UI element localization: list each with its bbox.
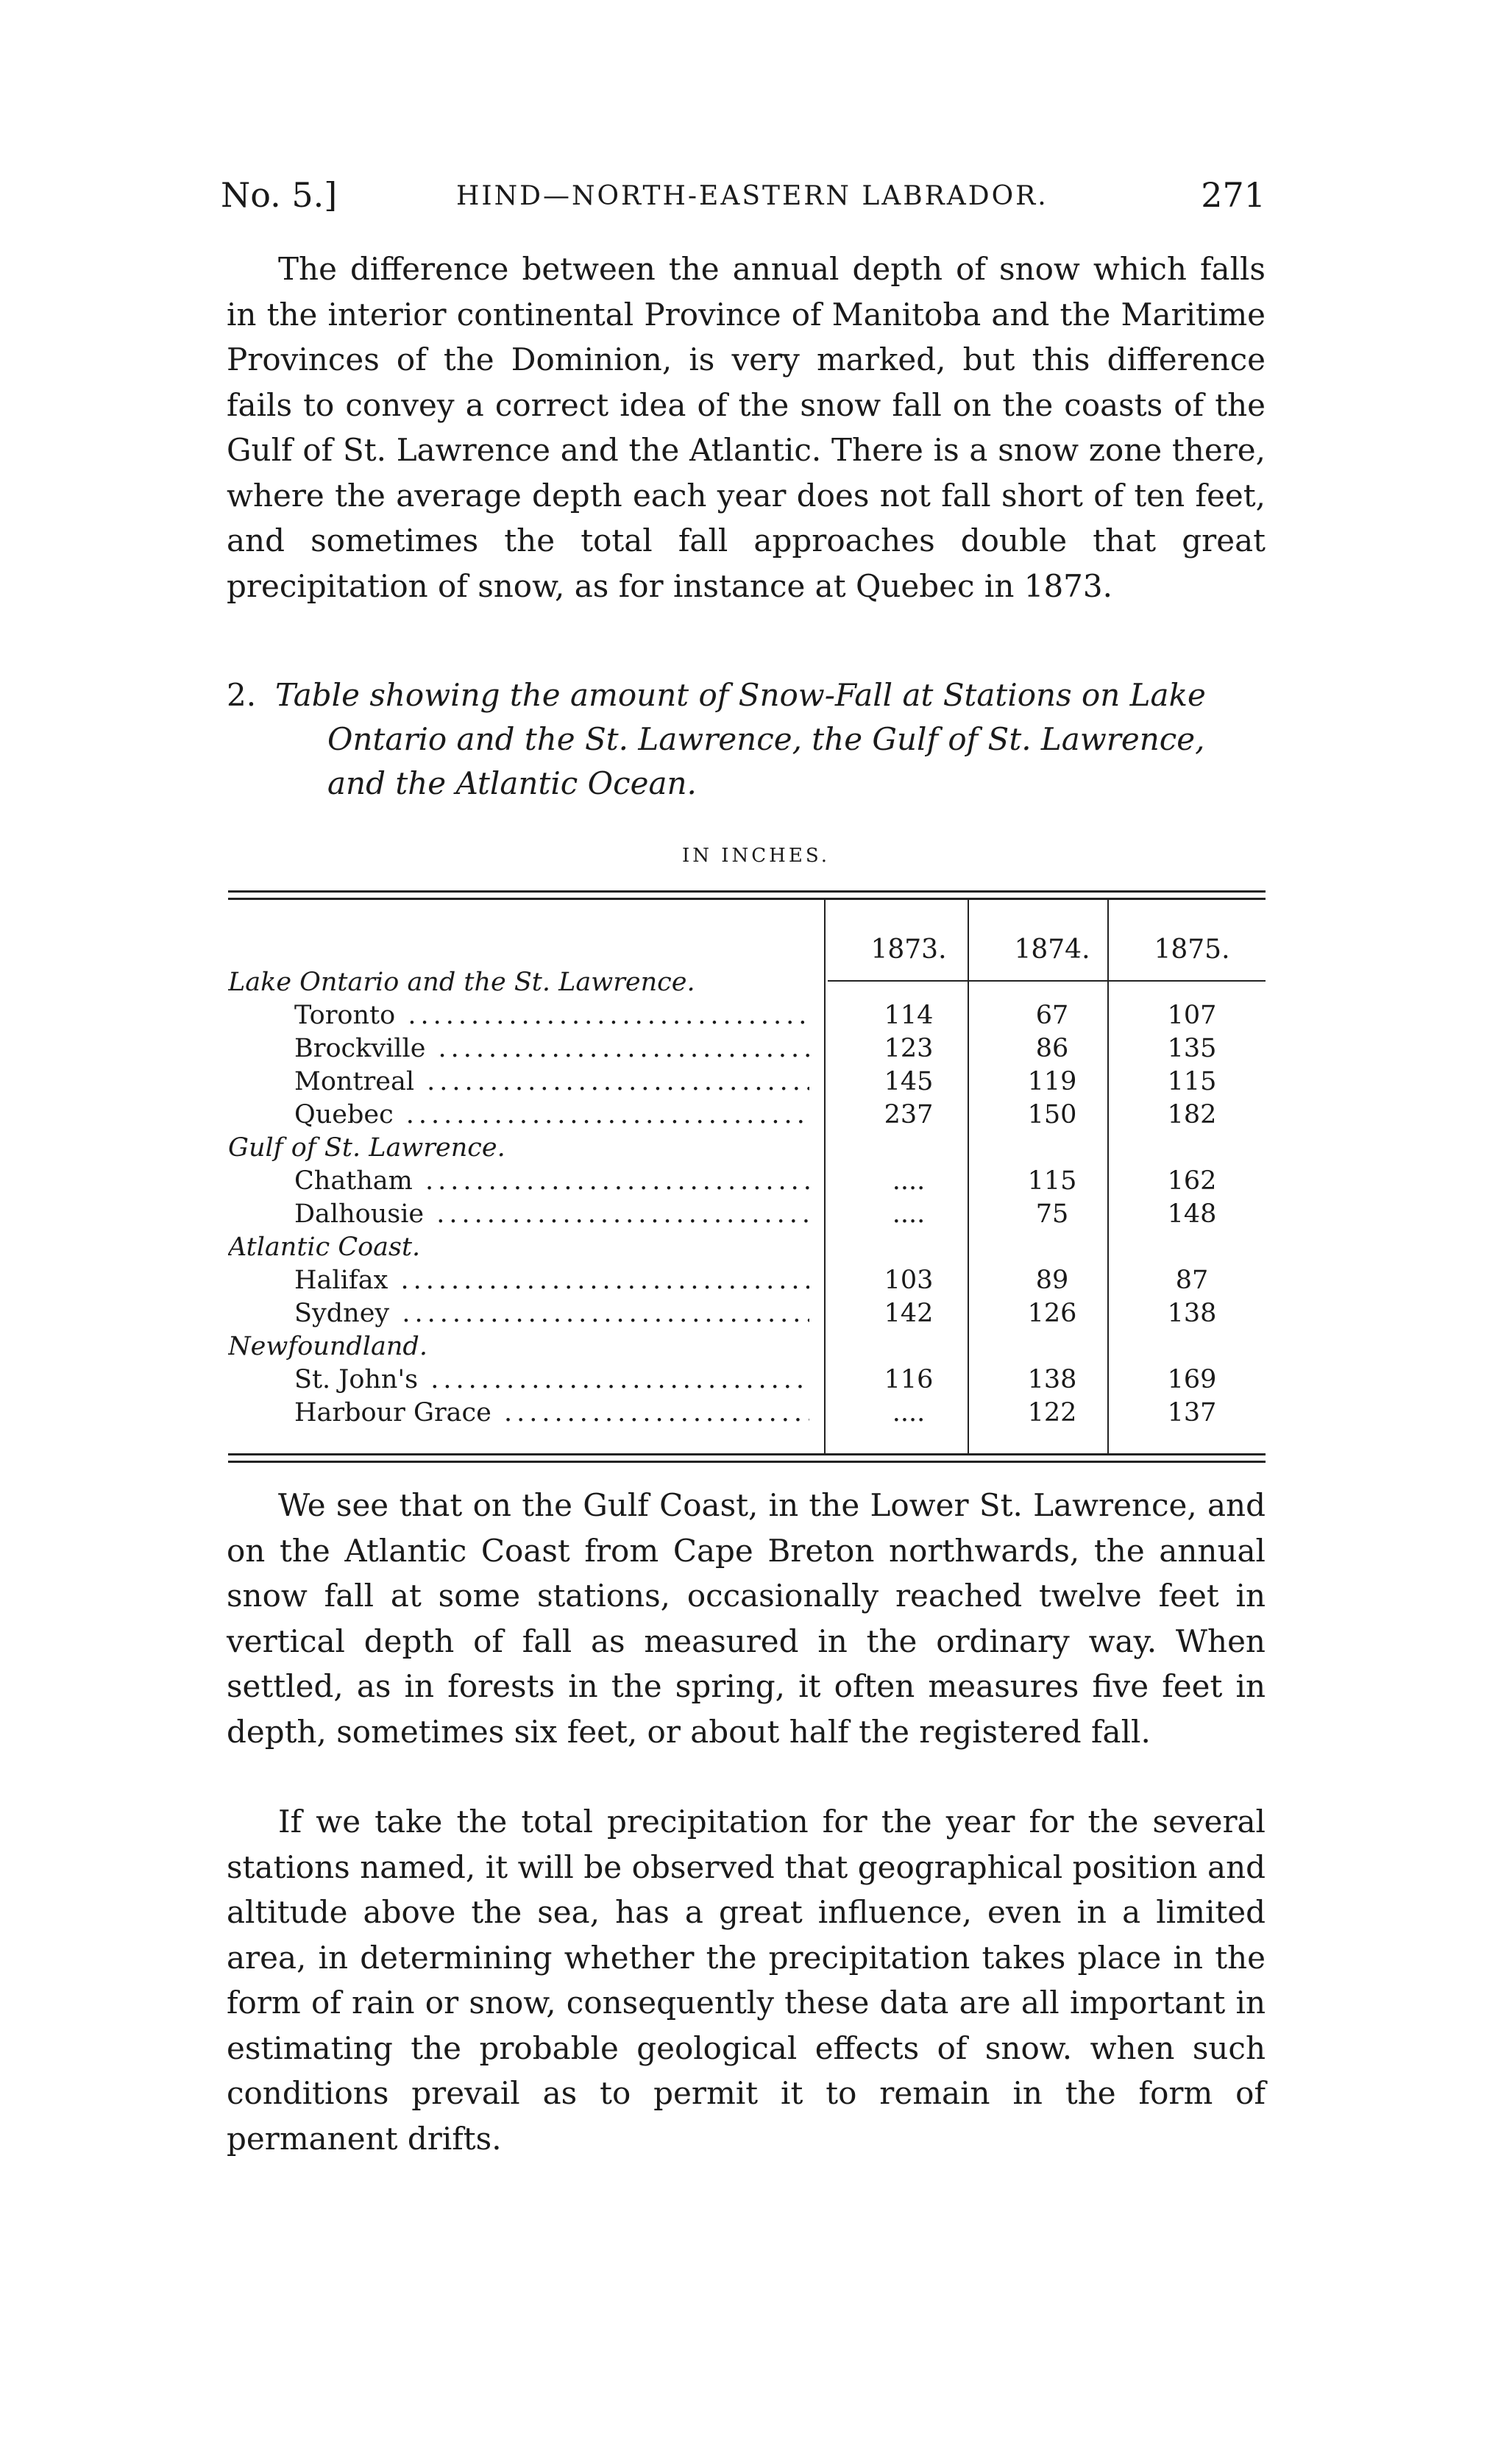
group-label: Newfoundland. bbox=[228, 1332, 427, 1361]
caption-line-1: Table showing the amount of Snow-Fall at Stations on Lake bbox=[275, 677, 1206, 713]
table-row bbox=[228, 1067, 1266, 1100]
value-1874: 86 bbox=[1035, 1034, 1069, 1063]
paragraph-3-text: If we take the total precipitation for the year for the several stations named, it will be observed that geographical position and altitude above the sea, has a great influence, even in a limited area, in determining whether the precipitation takes place in the form of rain or snow, consequently these data are all important in estimating the probable geological effects of snow. when such conditions prevail as to permit it to remain in the form of permanent drifts. bbox=[227, 1804, 1266, 2157]
table-row bbox=[228, 1266, 1266, 1299]
station-name: Montreal ..... bbox=[228, 1067, 809, 1096]
value-1873: 103 bbox=[884, 1266, 934, 1295]
value-1873: 145 bbox=[884, 1067, 934, 1096]
station-name: Halifax ..... bbox=[228, 1266, 809, 1295]
table-top-rule-2 bbox=[228, 898, 1266, 900]
table-row bbox=[228, 1365, 1266, 1398]
value-1874: 150 bbox=[1027, 1100, 1077, 1130]
value-1873: 142 bbox=[884, 1299, 934, 1328]
value-1874: 115 bbox=[1027, 1166, 1077, 1196]
value-1874: 67 bbox=[1035, 1001, 1069, 1030]
value-1875: 182 bbox=[1167, 1100, 1217, 1130]
value-1875: 162 bbox=[1167, 1166, 1217, 1196]
station-name: Sydney ..... bbox=[228, 1299, 809, 1328]
value-1873: 116 bbox=[884, 1365, 934, 1394]
value-1875: 137 bbox=[1167, 1398, 1217, 1428]
table-top-rule bbox=[228, 890, 1266, 893]
table-row bbox=[228, 1398, 1266, 1431]
station-name: St. John's ..... bbox=[228, 1365, 809, 1394]
value-1873: .... bbox=[892, 1166, 926, 1196]
table-row bbox=[228, 1299, 1266, 1332]
running-title: HIND—NORTH-EASTERN LABRADOR. bbox=[456, 181, 1048, 211]
value-1875: 107 bbox=[1167, 1001, 1217, 1030]
paragraph-2-text: We see that on the Gulf Coast, in the Lower St. Lawrence, and on the Atlantic Coast from Cape Breton northwards, the annual snow fall at some stations, occasionally reached twelve feet in vertical depth of fall as measured in the ordinary way. When settled, as in forests in the spring, it often measures five feet in depth, sometimes six feet, or about half the registered fall. bbox=[227, 1487, 1266, 1750]
table-number: 2. bbox=[227, 677, 257, 713]
value-1873: .... bbox=[892, 1398, 926, 1428]
table-row bbox=[228, 1034, 1266, 1067]
paragraph-2 bbox=[227, 1483, 1266, 1754]
table-caption bbox=[227, 673, 1266, 806]
year-header-1875: 1875. bbox=[1154, 935, 1230, 965]
group-label: Gulf of St. Lawrence. bbox=[228, 1133, 505, 1163]
value-1874: 126 bbox=[1027, 1299, 1077, 1328]
group-label: Atlantic Coast. bbox=[228, 1233, 421, 1262]
value-1873: 114 bbox=[884, 1001, 934, 1030]
value-1875: 138 bbox=[1167, 1299, 1217, 1328]
table-row bbox=[228, 1166, 1266, 1199]
table-row bbox=[228, 1199, 1266, 1233]
year-header-1874: 1874. bbox=[1014, 935, 1090, 965]
station-name: Harbour Grace ..... bbox=[228, 1398, 809, 1428]
value-1874: 89 bbox=[1035, 1266, 1069, 1295]
group-label: Lake Ontario and the St. Lawrence. bbox=[228, 968, 695, 997]
caption-line-2: Ontario and the St. Lawrence, the Gulf of St. Lawrence, bbox=[327, 721, 1205, 757]
table-row bbox=[228, 1233, 1266, 1266]
table-bottom-rule-2 bbox=[228, 1461, 1266, 1463]
table-row bbox=[228, 968, 1266, 1001]
intro-paragraph-text: The difference between the annual depth of snow which falls in the interior continental Province of Manitoba and the Maritime Provinces of the Dominion, is very marked, but this difference fails to convey a correct idea of the snow fall on the coasts of the Gulf of St. Lawrence and the Atlantic. There is a snow zone there, where the average depth each year does not fall short of ten feet, and sometimes the total fall approaches double that great precipitation of snow, as for instance at Quebec in 1873. bbox=[227, 251, 1266, 604]
station-name: Toronto ..... bbox=[228, 1001, 809, 1030]
table-row bbox=[228, 1133, 1266, 1166]
issue-number: No. 5.] bbox=[221, 175, 338, 215]
page-number: 271 bbox=[1201, 175, 1266, 215]
value-1875: 135 bbox=[1167, 1034, 1217, 1063]
value-1875: 169 bbox=[1167, 1365, 1217, 1394]
station-name: Chatham ..... bbox=[228, 1166, 809, 1196]
running-header bbox=[221, 175, 1266, 227]
unit-label: IN INCHES. bbox=[681, 845, 830, 867]
table-bottom-rule bbox=[228, 1453, 1266, 1455]
year-header-1873: 1873. bbox=[870, 935, 947, 965]
station-name: Brockville ..... bbox=[228, 1034, 809, 1063]
value-1874: 138 bbox=[1027, 1365, 1077, 1394]
intro-paragraph bbox=[227, 247, 1266, 609]
station-name: Quebec ..... bbox=[228, 1100, 809, 1130]
value-1875: 115 bbox=[1167, 1067, 1217, 1096]
value-1874: 119 bbox=[1027, 1067, 1077, 1096]
value-1873: 237 bbox=[884, 1100, 934, 1130]
table-row bbox=[228, 1100, 1266, 1133]
value-1873: .... bbox=[892, 1199, 926, 1229]
value-1874: 122 bbox=[1027, 1398, 1077, 1428]
value-1875: 148 bbox=[1167, 1199, 1217, 1229]
value-1875: 87 bbox=[1175, 1266, 1209, 1295]
snowfall-table bbox=[228, 890, 1266, 1468]
station-name: Dalhousie ..... bbox=[228, 1199, 809, 1229]
table-row bbox=[228, 1332, 1266, 1365]
paragraph-3 bbox=[227, 1799, 1266, 2161]
value-1874: 75 bbox=[1035, 1199, 1069, 1229]
caption-line-3: and the Atlantic Ocean. bbox=[327, 765, 697, 801]
value-1873: 123 bbox=[884, 1034, 934, 1063]
table-row bbox=[228, 1001, 1266, 1034]
